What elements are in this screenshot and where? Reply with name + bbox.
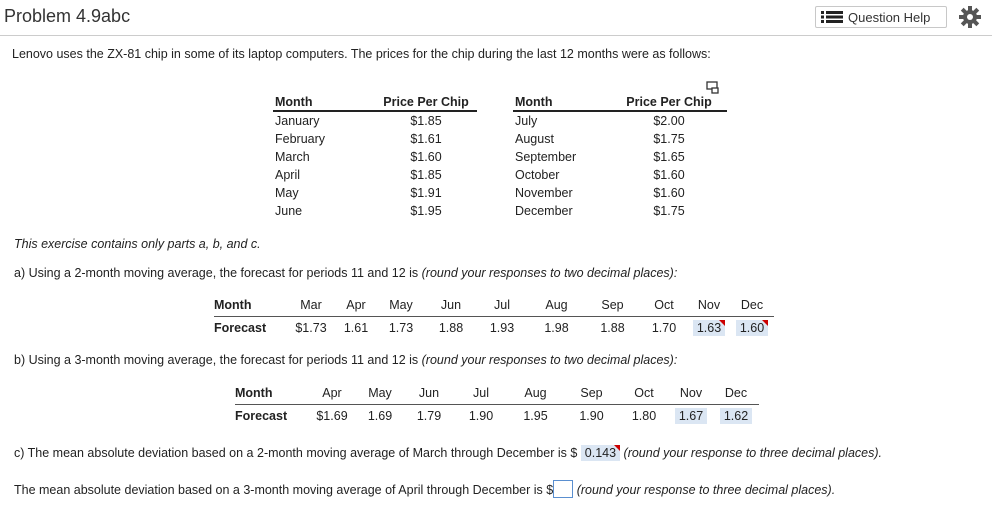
forecast-cell: 1.73 <box>388 321 414 335</box>
list-icon <box>820 9 844 25</box>
forecast-cell: $1.73 <box>295 321 327 335</box>
month-header: Jun <box>403 382 455 405</box>
row-label-forecast: Forecast <box>214 321 267 335</box>
month-cell: July <box>515 114 538 128</box>
forecast-cell: 1.70 <box>651 321 677 335</box>
price-cell: $1.65 <box>653 150 685 164</box>
table-row <box>273 166 727 184</box>
month-header: Apr <box>307 382 357 405</box>
problem-intro: Lenovo uses the ZX-81 chip in some of its laptop computers. The prices for the chip during the last 12 months were as follows: <box>12 47 711 61</box>
month-header: Oct <box>619 382 669 405</box>
month-header: Jul <box>476 294 528 317</box>
mad-2-month-answer[interactable]: 0.143 <box>581 445 620 461</box>
answer-field-dec[interactable]: 1.62 <box>720 408 752 424</box>
month-header: May <box>376 294 426 317</box>
part-a-question <box>14 266 677 280</box>
part-c-hint-2: (round your response to three decimal places). <box>576 483 836 497</box>
price-cell: $1.60 <box>653 168 685 182</box>
part-a-text: a) Using a 2-month moving average, the forecast for periods 11 and 12 is <box>14 266 422 280</box>
mad-3-month-input[interactable] <box>553 480 573 498</box>
forecast-cell: 1.88 <box>600 321 625 335</box>
row-label-forecast: Forecast <box>235 409 288 423</box>
part-c-hint-1: (round your response to three decimal places). <box>623 446 882 460</box>
forecast-cell: 1.79 <box>416 409 442 423</box>
month-header: Apr <box>336 294 376 317</box>
part-c-question-1 <box>14 445 882 461</box>
month-cell: March <box>275 150 310 164</box>
price-cell: $1.60 <box>410 150 442 164</box>
gear-icon[interactable] <box>958 5 982 29</box>
question-help-button[interactable] <box>815 6 947 28</box>
price-cell: $1.60 <box>653 186 685 200</box>
forecast-cell: 1.93 <box>489 321 515 335</box>
answer-field-nov[interactable]: 1.63 <box>693 320 725 336</box>
part-a-hint: (round your responses to two decimal places): <box>421 266 678 280</box>
col-header-price: Price Per Chip <box>611 94 727 111</box>
col-header-price: Price Per Chip <box>375 94 477 111</box>
forecast-cell: 1.90 <box>468 409 494 423</box>
forecast-cell: 1.90 <box>579 409 604 423</box>
exercise-note: This exercise contains only parts a, b, and c. <box>14 237 261 251</box>
answer-field-nov[interactable]: 1.67 <box>675 408 707 424</box>
month-header: Jul <box>455 382 507 405</box>
part-b-hint: (round your responses to two decimal places): <box>421 353 678 367</box>
row-label-month: Month <box>235 382 307 405</box>
month-cell: April <box>275 168 301 182</box>
month-header: Sep <box>564 382 619 405</box>
table-row <box>273 130 727 148</box>
price-table <box>273 94 727 220</box>
part-c-text-2: The mean absolute deviation based on a 3-month moving average of April through December is $ <box>14 483 554 497</box>
forecast-cell: 1.88 <box>438 321 464 335</box>
price-cell: $1.91 <box>410 186 442 200</box>
forecast-cell: 1.98 <box>544 321 569 335</box>
part-a-forecast-table <box>214 294 774 339</box>
forecast-cell: 1.61 <box>343 321 369 335</box>
month-header: Dec <box>713 382 759 405</box>
answer-field-dec[interactable]: 1.60 <box>736 320 768 336</box>
price-cell: $1.95 <box>410 204 442 218</box>
month-cell: December <box>515 204 573 218</box>
month-header: Jun <box>426 294 476 317</box>
row-label-month: Month <box>214 294 286 317</box>
month-cell: January <box>275 114 320 128</box>
forecast-cell: 1.95 <box>523 409 548 423</box>
forecast-cell: $1.69 <box>316 409 348 423</box>
part-b-text: b) Using a 3-month moving average, the forecast for periods 11 and 12 is <box>14 353 422 367</box>
month-header: Mar <box>286 294 336 317</box>
question-help-label: Question Help <box>848 9 931 25</box>
price-cell: $1.61 <box>410 132 442 146</box>
forecast-cell: 1.69 <box>367 409 393 423</box>
month-header: Aug <box>507 382 564 405</box>
month-header: May <box>357 382 403 405</box>
part-b-forecast-table <box>235 382 759 427</box>
part-c-question-2 <box>14 480 835 498</box>
month-cell: September <box>515 150 577 164</box>
month-cell: February <box>275 132 326 146</box>
forecast-cell: 1.80 <box>631 409 657 423</box>
month-header: Aug <box>528 294 585 317</box>
header-divider <box>0 35 992 36</box>
table-row <box>273 184 727 202</box>
table-row <box>273 202 727 220</box>
month-header: Dec <box>730 294 774 317</box>
month-cell: May <box>275 186 299 200</box>
month-cell: October <box>515 168 560 182</box>
month-header: Nov <box>688 294 730 317</box>
copy-table-icon[interactable] <box>706 80 720 94</box>
price-cell: $1.85 <box>410 168 442 182</box>
col-header-month: Month <box>273 94 375 111</box>
part-c-text-1: c) The mean absolute deviation based on a 2-month moving average of March through December is $ <box>14 446 581 460</box>
month-cell: June <box>275 204 303 218</box>
price-cell: $2.00 <box>653 114 685 128</box>
month-header: Sep <box>585 294 640 317</box>
month-cell: November <box>515 186 573 200</box>
col-header-month: Month <box>513 94 611 111</box>
table-row <box>273 111 727 130</box>
month-header: Oct <box>640 294 688 317</box>
forecast-row <box>214 317 774 340</box>
part-b-question <box>14 353 677 367</box>
month-cell: August <box>515 132 554 146</box>
page-title: Problem 4.9abc <box>4 6 131 26</box>
price-cell: $1.75 <box>653 132 685 146</box>
forecast-row <box>235 405 759 428</box>
price-cell: $1.85 <box>410 114 442 128</box>
column-gap <box>477 94 513 111</box>
table-row <box>273 148 727 166</box>
month-header: Nov <box>669 382 713 405</box>
price-cell: $1.75 <box>653 204 685 218</box>
